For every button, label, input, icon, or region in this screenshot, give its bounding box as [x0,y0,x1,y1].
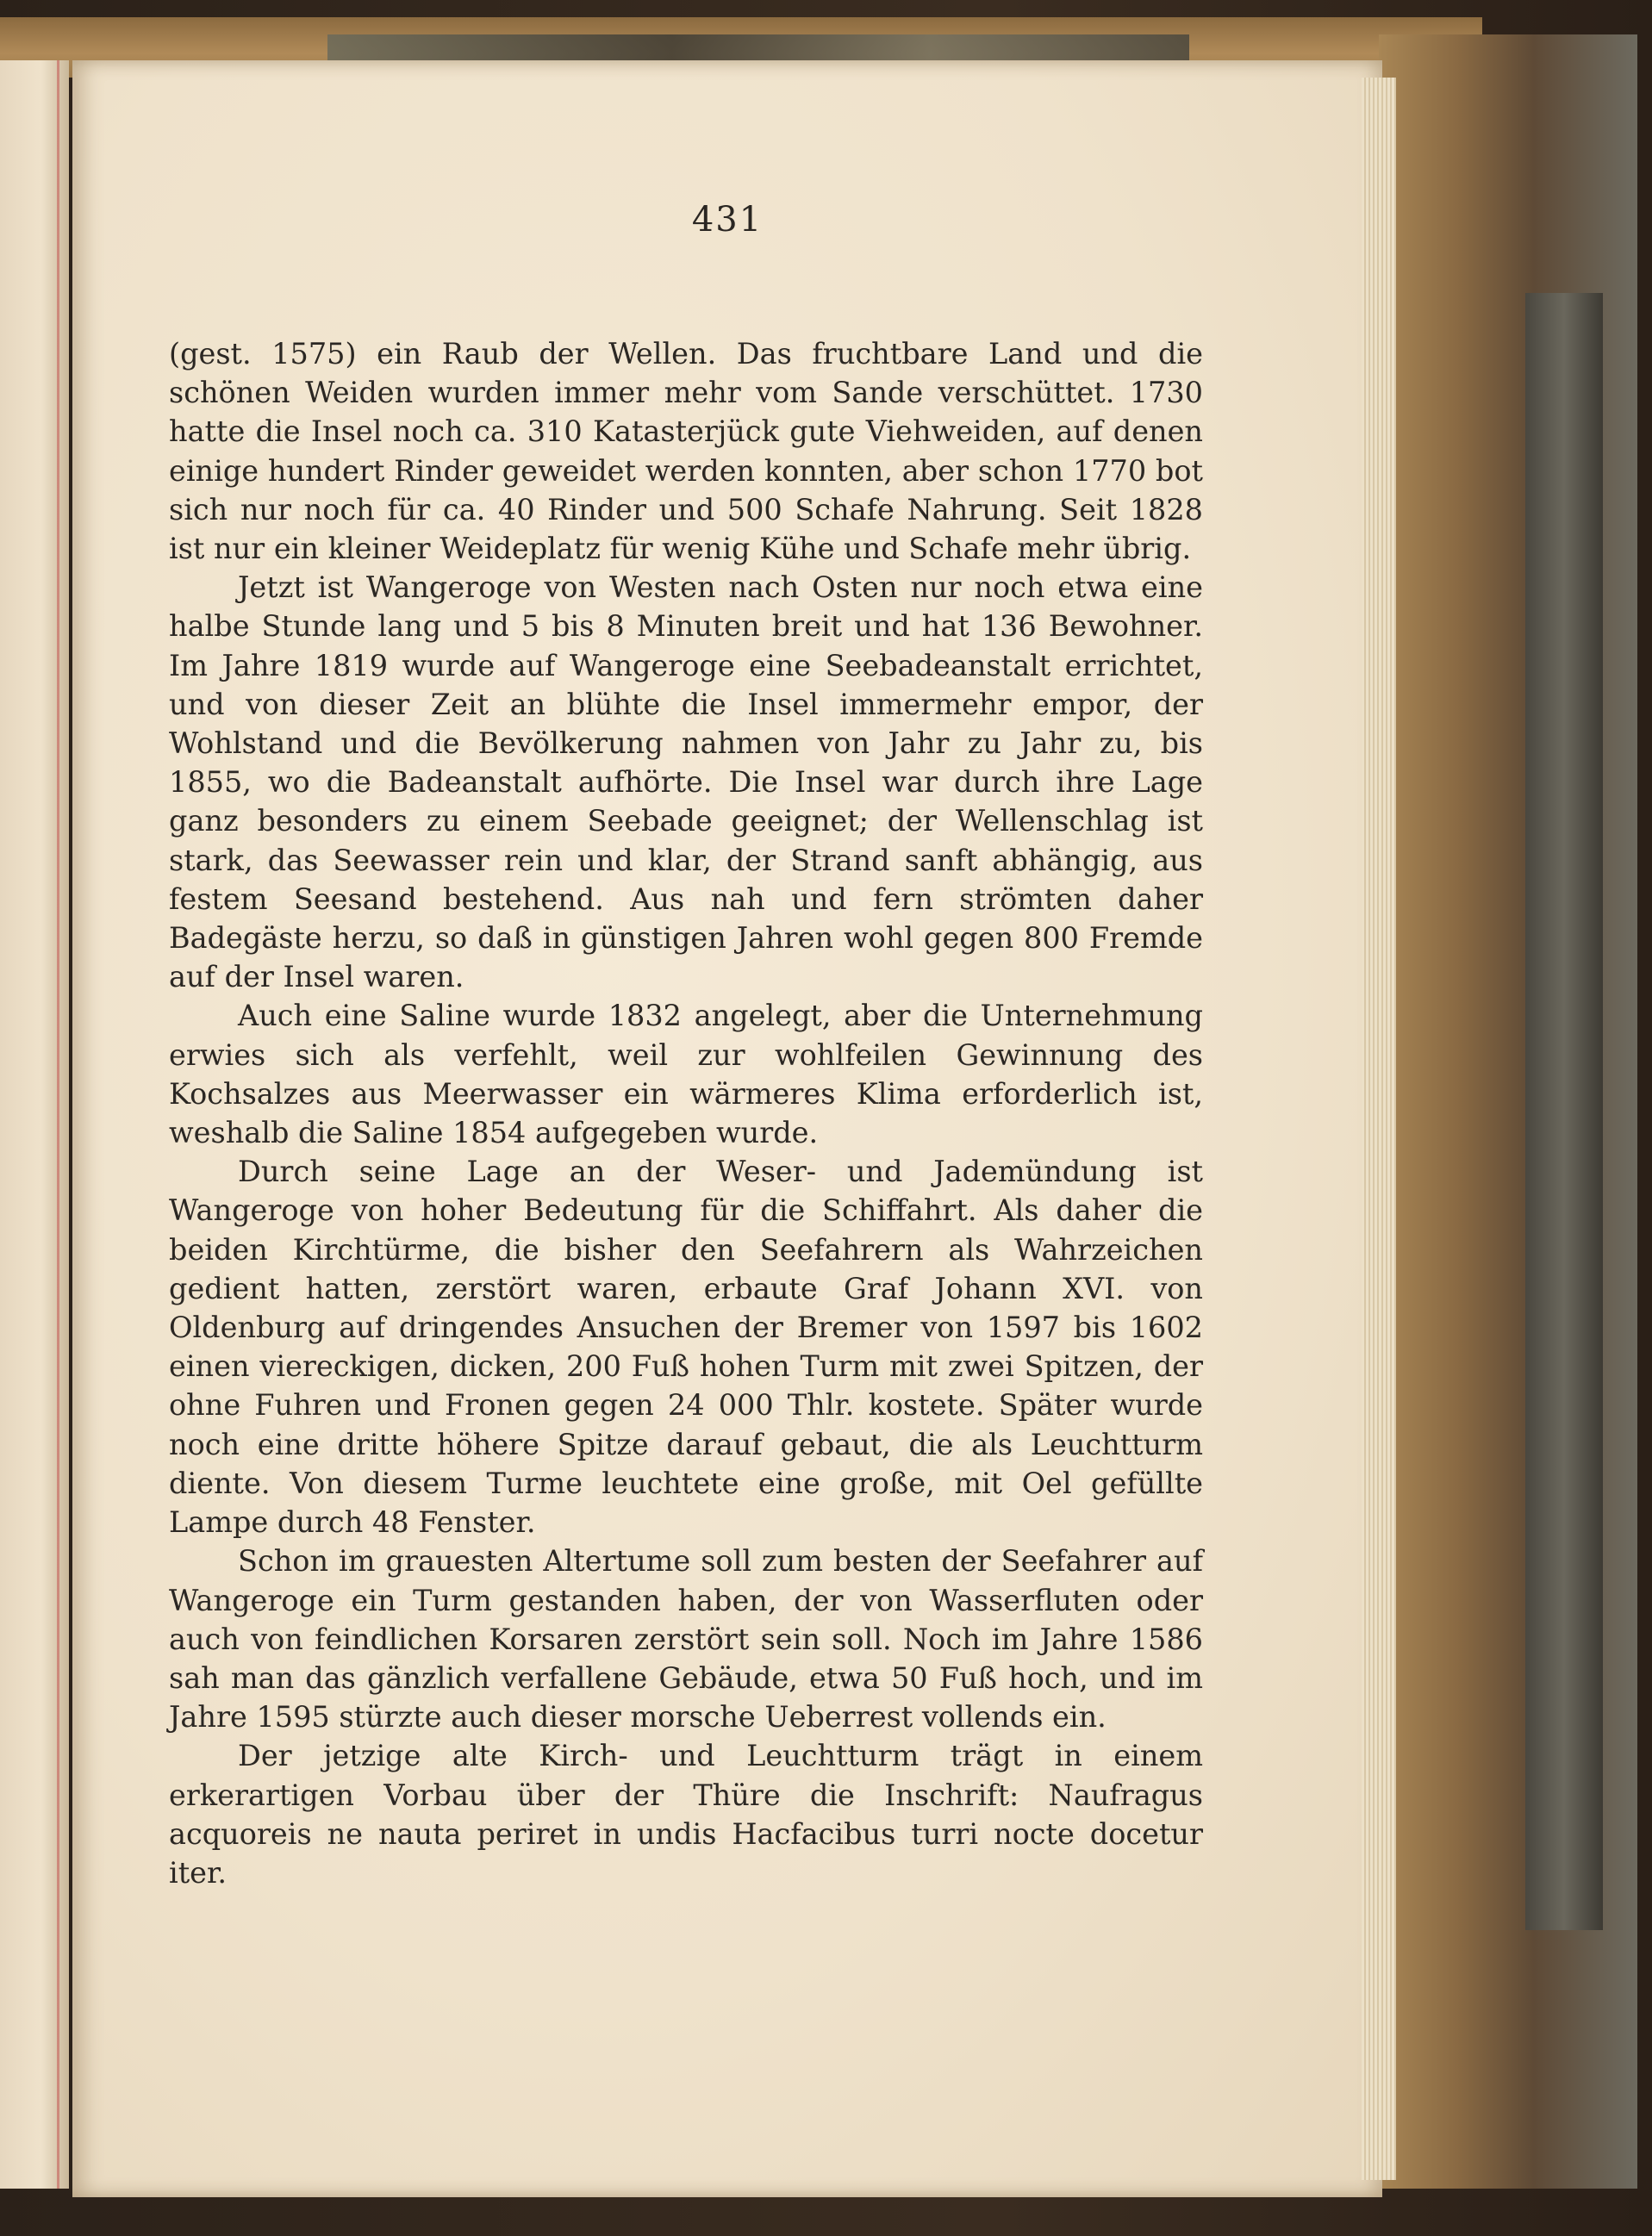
page-edge-mark [57,60,59,2189]
book-page [72,60,1382,2197]
paragraph: Jetzt ist Wangeroge von Westen nach Osten nur noch etwa eine halbe Stunde lang und 5 bis 8 Minuten breit und hat 136 Bewohner. Im Jahre 1819 wurde auf Wangeroge eine Seebadeanstalt errichtet, und von dieser Zeit an blühte die Insel immermehr empor, der Wohlstand und die Bevölkerung nahmen von Jahr zu Jahr zu, bis 1855, wo die Badeanstalt aufhörte. Die Insel war durch ihre Lage ganz besonders zu einem Seebade geeignet; der Wellenschlag ist stark, das Seewasser rein und klar, der Strand sanft abhängig, aus festem Seesand bestehend. Aus nah und fern strömten daher Badegäste herzu, so daß in günstigen Jahren wohl gegen 800 Fremde auf der Insel waren. [169,570,1203,994]
paragraph: (gest. 1575) ein Raub der Wellen. Das fruchtbare Land und die schönen Weiden wurden immer mehr vom Sande verschüttet. 1730 hatte die Insel noch ca. 310 Katasterjück gute Viehweiden, auf denen einige hundert Rinder geweidet werden konnten, aber schon 1770 bot sich nur noch für ca. 40 Rinder und 500 Schafe Nahrung. Seit 1828 ist nur ein kleiner Weideplatz für wenig Kühe und Schafe mehr übrig. [169,337,1203,566]
page-stack-edges [1362,78,1396,2180]
facing-page-edge [0,60,69,2189]
paragraph: Schon im grauesten Altertume soll zum besten der Seefahrer auf Wangeroge ein Turm gestanden haben, der von Wasserfluten oder auch von feindlichen Korsaren zerstört sein soll. Noch im Jahre 1586 sah man das gänzlich verfallene Gebäude, etwa 50 Fuß hoch, und im Jahre 1595 stürzte auch dieser morsche Ueberrest vollends ein. [169,1544,1203,1735]
paragraph: Auch eine Saline wurde 1832 angelegt, aber die Unternehmung erwies sich als verfehlt, weil zur wohlfeilen Gewinnung des Kochsalzes aus Meerwasser ein wärmeres Klima erforderlich ist, weshalb die Saline 1854 aufgegeben wurde. [169,999,1203,1150]
paragraph: Der jetzige alte Kirch- und Leuchtturm trägt in einem erkerartigen Vorbau über der Thüre die Inschrift: Naufragus acquoreis ne nauta periret in undis Hacfacibus turri nocte docetur iter. [169,1739,1203,1890]
page-body [169,334,1203,1892]
paragraph: Durch seine Lage an der Weser- und Jademündung ist Wangeroge von hoher Bedeutung für die Schiffahrt. Als daher die beiden Kirchtürme, die bisher den Seefahrern als Wahrzeichen gedient hatten, zerstört waren, erbaute Graf Johann XVI. von Oldenburg auf dringendes Ansuchen der Bremer von 1597 bis 1602 einen viereckigen, dicken, 200 Fuß hohen Turm mit zwei Spitzen, der ohne Fuhren und Fronen gegen 24 000 Thlr. kostete. Später wurde noch eine dritte höhere Spitze darauf gebaut, die als Leuchtturm diente. Von diesem Turme leuchtete eine große, mit Oel gefüllte Lampe durch 48 Fenster. [169,1155,1203,1540]
page-number: 431 [691,200,764,240]
cover-right-edge [1379,34,1637,2189]
